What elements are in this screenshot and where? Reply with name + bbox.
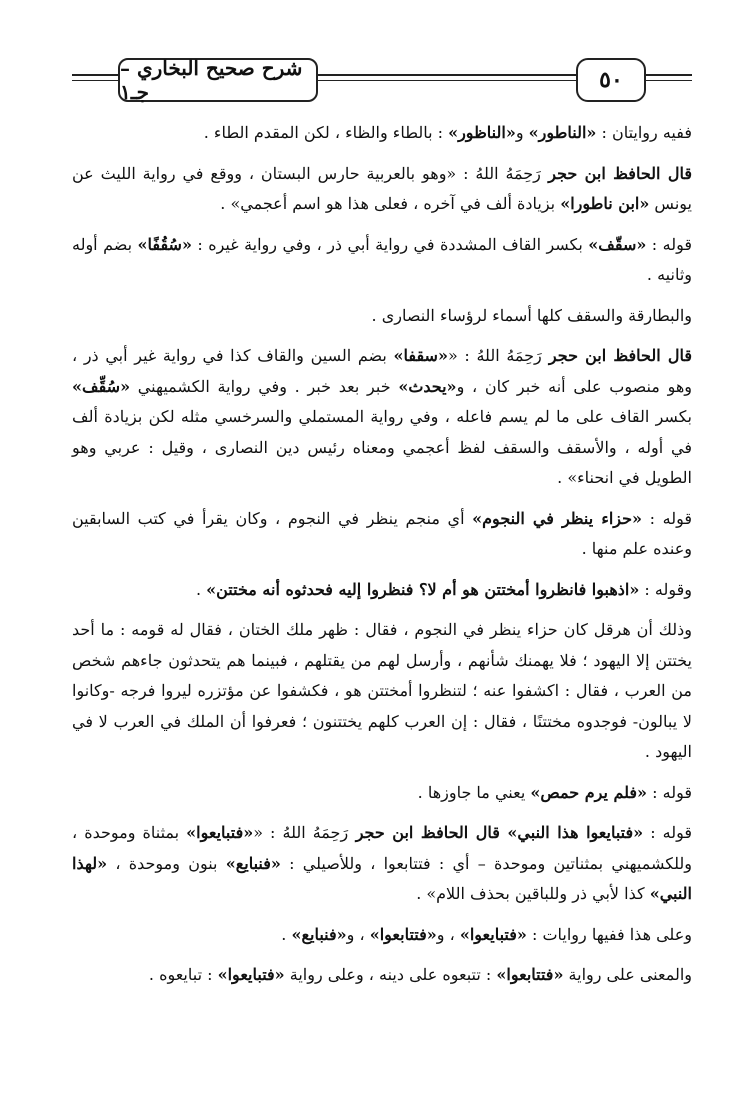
bold-quote: «سُقِّف» (72, 376, 131, 396)
bold-quote: «لهذا النبي» (72, 853, 692, 903)
paragraph (72, 920, 692, 951)
book-title: شرح صحيح البخاري – جـ١ (118, 58, 318, 102)
text-run: والمعنى على رواية (563, 965, 692, 984)
text-run: : « (253, 823, 283, 842)
header-rule-left-bottom (72, 80, 118, 81)
paragraph (72, 615, 692, 768)
text-run: بكسر القاف المشددة في رواية أبي ذر ، وفي رواية غيره : (191, 234, 589, 254)
paragraph (72, 341, 692, 494)
paragraph (72, 118, 692, 149)
bold-quote: «فلم يرم حمص» (530, 782, 648, 802)
text-run: وذلك أن هرقل كان حزاء ينظر في النجوم ، فقال : ظهر ملك الختان ، فقال له قومه : ما أحد يختتن إلا اليهود ؛ فلا يهمنك شأنهم ، وأرسل لهم من يقتلهم ، فبينما هم يتحدثون جاءهم شخص من العرب ، فقال : اكشفوا عنه ؛ لتنظروا أمختتن هو ، فكشفوا عن مؤتزره ليروا فرجه -وكانوا لا يبالون- فوجدوه مختتنًا ، فقال : إن العرب كلهم يختتنون ؛ فعرفوا أن الملك في العرب لا في اليهود . (72, 620, 693, 761)
bold-quote: قال الحافظ ابن حجر (541, 346, 692, 365)
text-run: رَحِمَهُ اللهُ (475, 163, 541, 183)
text-run: . (195, 579, 207, 599)
text-run: كذا لأبي ذر وللباقين بحذف اللام» . (416, 884, 650, 903)
paragraph (72, 818, 692, 910)
text-run: ففيه روايتان : (596, 123, 692, 142)
bold-quote: «فنبايع» (291, 924, 347, 944)
text-run: بضم أوله وثانيه . (72, 234, 692, 284)
paragraph (72, 301, 692, 332)
bold-quote: «فتبايعوا» (459, 924, 527, 944)
text-run: قوله : (643, 823, 692, 842)
page-header (0, 0, 750, 110)
text-run: والبطارقة والسقف كلها أسماء لرؤساء النصارى . (371, 305, 692, 325)
text-run: خبر بعد خبر . وفي رواية الكشميهني (130, 376, 399, 396)
text-run: : بالطاء والظاء ، لكن المقدم الطاء . (203, 123, 449, 142)
header-rule-middle-top (318, 74, 576, 76)
text-run: بضم السين والقاف كذا في رواية غير أبي ذر ، وهو منصوب على أنه خبر كان ، و (72, 346, 693, 396)
text-run: : تبايعوه . (148, 965, 218, 984)
text-run: رَحِمَهُ اللهُ (282, 823, 349, 842)
bold-quote: قال الحافظ ابن حجر (540, 163, 692, 183)
text-run: يعني ما جاوزها . (417, 782, 531, 802)
text-run: : تتبعوه على دينه ، وعلى رواية (284, 965, 497, 984)
paragraph (72, 778, 692, 809)
text-run: : «وهو بالعربية حارس البستان ، ووقع في رواية الليث عن يونس (72, 163, 692, 213)
bold-quote: «فتتابعوا» (369, 924, 437, 944)
bold-quote: «الناطور» (528, 123, 597, 142)
paragraph (72, 159, 692, 220)
bold-quote: «فنبايع» (225, 853, 281, 873)
text-run: . (281, 924, 292, 944)
bold-quote: «يحدث» (398, 376, 457, 396)
header-rule-left-top (72, 74, 118, 76)
page-number: ٥٠ (576, 58, 646, 102)
header-rule-middle-bottom (318, 80, 576, 81)
text-run: بنون وموحدة ، (107, 853, 226, 873)
header-rule-right-top (646, 74, 692, 76)
text-run: قوله : (647, 782, 692, 802)
bold-quote: «سقّف» (588, 234, 647, 254)
bold-quote: «فتبايعوا» (217, 965, 285, 984)
text-run: قوله : (646, 234, 692, 254)
bold-quote: «سُقُفًا» (137, 234, 192, 254)
text-run: ، و (436, 924, 460, 944)
paragraph (72, 575, 692, 606)
text-run: بمثناة وموحدة ، وللكشميهني بمثناتين وموحدة – أي : فتتابعوا ، وللأصيلي : (72, 823, 692, 873)
paragraph (72, 230, 692, 291)
bold-quote: «ابن ناطورا» (560, 194, 650, 213)
header-rule-right-bottom (646, 80, 692, 81)
text-run: رَحِمَهُ اللهُ (476, 346, 542, 365)
bold-quote: «الناظور» (448, 123, 516, 142)
bold-quote: «فتبايعوا هذا النبي» قال الحافظ ابن حجر (348, 823, 644, 842)
bold-quote: «حزاء ينظر في النجوم» (472, 508, 643, 528)
bold-quote: «اذهبوا فانظروا أمختتن هو أم لا؟ فنظروا إليه فحدثوه أنه مختتن» (206, 579, 640, 599)
text-run: و (515, 123, 529, 142)
page-body (72, 118, 692, 1001)
text-run: وقوله : (639, 579, 692, 599)
text-run: بكسر القاف على ما لم يسم فاعله ، وفي رواية المستملي والسرخسي مثله لكن بزيادة ألف في أوله ، والأسقف والسقف لفظ أعجمي ومعناه رئيس دين النصارى ، وقيل : عربي وهو الطويل في انحناء» . (72, 407, 693, 487)
text-run: : « (447, 346, 477, 365)
bold-quote: «فتتابعوا» (496, 965, 564, 984)
paragraph (72, 960, 692, 991)
bold-quote: «فتبايعوا» (186, 823, 254, 842)
text-run: أي منجم ينظر في النجوم ، وكان يقرأ في كتب السابقين وعنده علم منها . (72, 508, 692, 558)
paragraph (72, 504, 692, 565)
text-run: بزيادة ألف في آخره ، فعلى هذا هو اسم أعجمي» . (220, 194, 561, 213)
bold-quote: «سقفا» (393, 346, 448, 365)
text-run: قوله : (642, 508, 693, 528)
text-run: ، و (346, 924, 370, 944)
text-run: وعلى هذا ففيها روايات : (526, 924, 692, 944)
